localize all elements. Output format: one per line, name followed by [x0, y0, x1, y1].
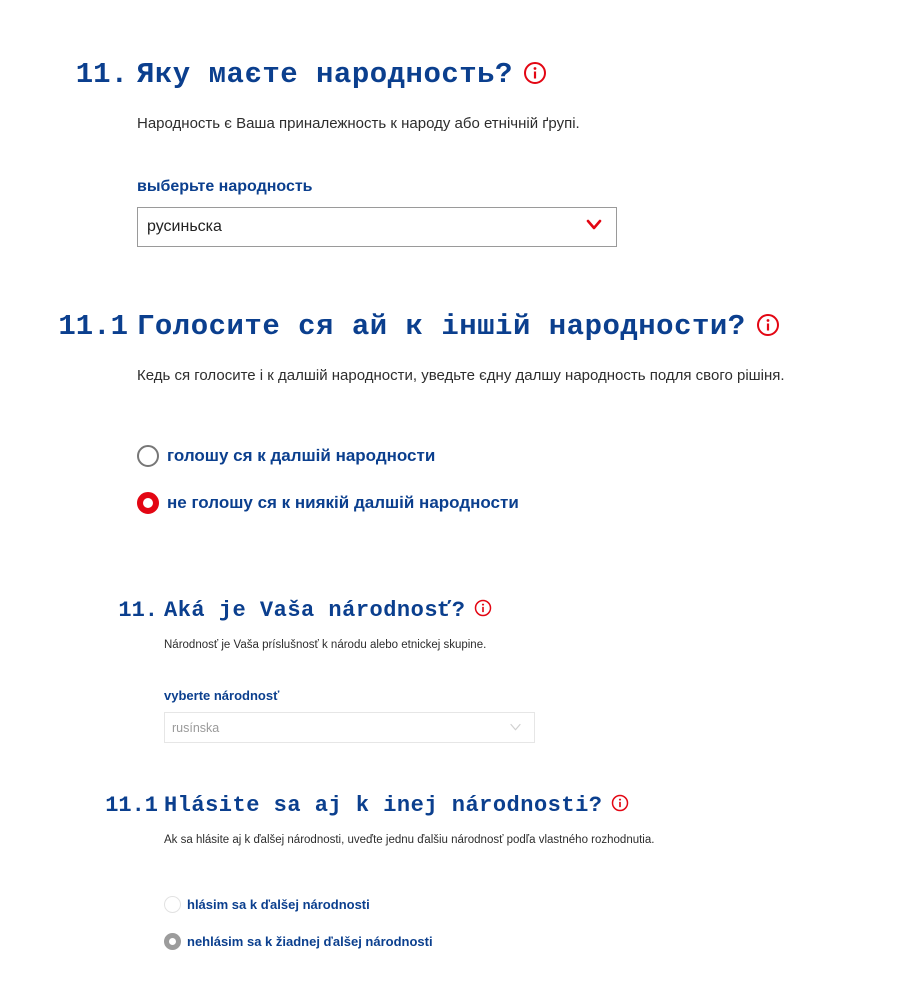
chevron-down-icon: [509, 719, 522, 737]
radio-unchecked[interactable]: [164, 896, 181, 913]
question-title-row: [164, 598, 492, 623]
question-description: Народность є Ваша приналежность к народу або етнічній ґрупі.: [137, 115, 580, 132]
info-icon[interactable]: [474, 599, 492, 622]
question-number: 11.1: [105, 793, 158, 818]
radio-checked[interactable]: [164, 933, 181, 950]
question-description: Ak sa hlásite aj k ďalšej národnosti, uveďte jednu ďalšiu národnosť podľa vlastného rozhodnutia.: [164, 834, 655, 846]
question-number: 11.1: [58, 310, 128, 343]
select-value: rusínska: [172, 720, 220, 735]
question-description: Národnosť je Vaša príslušnosť k národu alebo etnickej skupine.: [164, 639, 487, 651]
question-number: 11.: [118, 598, 158, 623]
nationality-select[interactable]: [137, 207, 617, 247]
select-value: русиньска: [147, 218, 222, 235]
question-title: Голосите ся ай к іншій народности?: [137, 310, 746, 343]
radio-option[interactable]: [137, 444, 435, 468]
radio-unchecked[interactable]: [137, 445, 159, 467]
radio-label: nehlásim sa k žiadnej ďalšej národnosti: [187, 933, 433, 949]
radio-label: голошу ся к далшій народности: [167, 446, 436, 465]
radio-option[interactable]: [164, 932, 433, 950]
nationality-select[interactable]: [164, 712, 535, 743]
question-description: Кедь ся голосите і к далшій народности, уведьте єдну далшу народность подля свого рішіня.: [137, 367, 785, 384]
select-label: vyberte národnosť: [164, 688, 280, 703]
question-title-row: [137, 310, 780, 343]
question-number: 11.: [75, 58, 128, 91]
chevron-down-icon: [586, 218, 602, 236]
question-title-row: [137, 58, 547, 91]
question-title: Aká je Vaša národnosť?: [164, 598, 466, 623]
question-title-row: [164, 793, 629, 818]
radio-label: hlásim sa k ďalšej národnosti: [187, 896, 370, 912]
question-title: Hlásite sa aj k inej národnosti?: [164, 793, 603, 818]
info-icon[interactable]: [523, 61, 547, 90]
question-title: Яку маєте народность?: [137, 58, 513, 91]
info-icon[interactable]: [756, 313, 780, 342]
radio-option[interactable]: [164, 895, 370, 913]
select-label: выберьте народность: [137, 178, 313, 195]
radio-option[interactable]: [137, 491, 519, 515]
radio-checked[interactable]: [137, 492, 159, 514]
radio-label: не голошу ся к ниякій далшій народности: [167, 493, 519, 512]
info-icon[interactable]: [611, 794, 629, 817]
